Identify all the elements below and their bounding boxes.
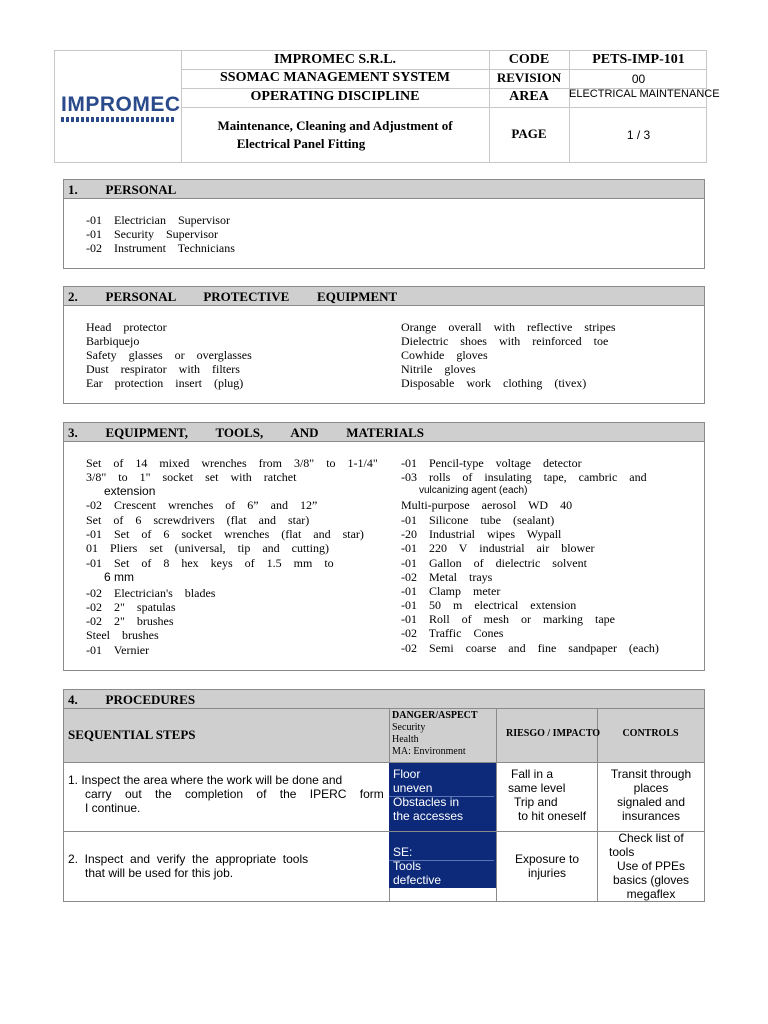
section-title: 4. PROCEDURES xyxy=(64,690,704,709)
company-logo: IMPROMEC xyxy=(61,93,175,123)
page-label: PAGE xyxy=(511,126,547,141)
list-item: Barbiquejo xyxy=(86,334,140,348)
section-procedures xyxy=(63,689,705,902)
list-item: -02 2" spatulas xyxy=(86,600,176,614)
column-header-danger: DANGER/ASPECT Security Health MA: Environment xyxy=(392,710,478,757)
list-item: -02 Traffic Cones xyxy=(401,626,504,640)
controls-text: Transit through places signaled and insurances xyxy=(610,767,692,823)
list-item: -01 220 V industrial air blower xyxy=(401,541,595,555)
list-item: Dust respirator with filters xyxy=(86,362,240,376)
column-header-controls: CONTROLS xyxy=(622,728,679,739)
list-item: -03 rolls of insulating tape, cambric and xyxy=(401,470,647,484)
table-row xyxy=(68,852,386,880)
list-item: -02 2" brushes xyxy=(86,614,174,628)
list-item: 3/8" to 1" socket set with ratchet xyxy=(86,470,297,484)
step-text: 1. Inspect the area where the work will be done and xyxy=(68,773,343,787)
list-item: -02 Crescent wrenches of 6” and 12” xyxy=(86,498,318,512)
list-item: -01 Vernier xyxy=(86,643,150,657)
section-title: 2. PERSONAL PROTECTIVE EQUIPMENT xyxy=(64,287,704,306)
list-item: -01 Pencil-type voltage detector xyxy=(401,456,582,470)
section-personal xyxy=(63,179,705,269)
management-system: SSOMAC MANAGEMENT SYSTEM xyxy=(220,70,450,85)
page-value: 1 / 3 xyxy=(626,128,651,142)
danger-text: SE: Tools defective xyxy=(393,845,442,887)
list-item: vulcanizing agent (each) xyxy=(419,485,528,496)
risk-text: Exposure to injuries xyxy=(514,852,580,880)
column-header-steps: SEQUENTIAL STEPS xyxy=(68,727,196,742)
step-text: that will be used for this job. xyxy=(85,866,234,880)
list-item: Set of 14 mixed wrenches from 3/8" to 1-1/4" xyxy=(86,456,378,470)
list-item: -02 Semi coarse and fine sandpaper (each) xyxy=(401,641,659,655)
controls-text: Check list of tools Use of PPEs basics (gloves megaflex xyxy=(609,831,690,901)
step-text: 2. Inspect and verify the appropriate tools xyxy=(68,852,309,866)
risk-text: Fall in a same level Trip and to hit oneself xyxy=(508,767,587,823)
area-value: ELECTRICAL MAINTENANCE xyxy=(569,88,720,100)
table-row xyxy=(68,773,386,815)
list-item: Disposable work clothing (tivex) xyxy=(401,376,587,390)
list-item: -02 Electrician's blades xyxy=(86,586,216,600)
list-item: Dielectric shoes with reinforced toe xyxy=(401,334,609,348)
list-item: Steel brushes xyxy=(86,628,159,642)
list-item: Set of 6 screwdrivers (flat and star) xyxy=(86,513,310,527)
list-item: Nitrile gloves xyxy=(401,362,476,376)
list-item: -01 Gallon of dielectric solvent xyxy=(401,556,587,570)
document-header xyxy=(54,50,720,163)
procedure-title-line2: Electrical Panel Fitting xyxy=(236,136,366,151)
area-label: AREA xyxy=(509,89,549,104)
danger-text: Floor uneven Obstacles in the accesses xyxy=(393,767,464,823)
list-item: -01 Set of 6 socket wrenches (flat and star) xyxy=(86,527,364,541)
section-ppe xyxy=(63,286,705,404)
code-value: PETS-IMP-101 xyxy=(592,52,685,67)
revision-label: REVISION xyxy=(496,70,562,85)
list-item: Multi-purpose aerosol WD 40 xyxy=(401,498,573,512)
list-item: -01 Set of 8 hex keys of 1.5 mm to xyxy=(86,556,334,570)
section-equipment xyxy=(63,422,705,671)
list-item: Orange overall with reflective stripes xyxy=(401,320,616,334)
list-item: Cowhide gloves xyxy=(401,348,488,362)
list-item: 6 mm xyxy=(104,570,134,584)
operating-discipline: OPERATING DISCIPLINE xyxy=(250,89,420,104)
list-item: -02 Metal trays xyxy=(401,570,493,584)
procedure-title-line1: Maintenance, Cleaning and Adjustment of xyxy=(217,118,453,133)
list-item: -01 50 m electrical extension xyxy=(401,598,577,612)
list-item: -20 Industrial wipes Wypall xyxy=(401,527,562,541)
revision-value: 00 xyxy=(631,72,646,86)
list-item: Head protector xyxy=(86,320,167,334)
list-item: 01 Pliers set (universal, tip and cutting) xyxy=(86,541,329,555)
column-header-risk: RIESGO / IMPACTO xyxy=(506,728,601,739)
list-item: Ear protection insert (plug) xyxy=(86,376,244,390)
list-item: Safety glasses or overglasses xyxy=(86,348,252,362)
list-item: -01 Security Supervisor xyxy=(86,227,218,241)
section-title: 1. PERSONAL xyxy=(64,180,704,199)
list-item: -01 Silicone tube (sealant) xyxy=(401,513,555,527)
list-item: -01 Clamp meter xyxy=(401,584,501,598)
step-text: carry out the completion of the IPERC form xyxy=(85,787,384,801)
list-item: -01 Roll of mesh or marking tape xyxy=(401,612,615,626)
company-name: IMPROMEC S.R.L. xyxy=(273,52,397,67)
step-text: I continue. xyxy=(85,801,141,815)
section-title: 3. EQUIPMENT, TOOLS, AND MATERIALS xyxy=(64,423,704,442)
list-item: extension xyxy=(104,484,156,498)
code-label: CODE xyxy=(508,52,550,67)
list-item: -02 Instrument Technicians xyxy=(86,241,235,255)
list-item: -01 Electrician Supervisor xyxy=(86,213,230,227)
